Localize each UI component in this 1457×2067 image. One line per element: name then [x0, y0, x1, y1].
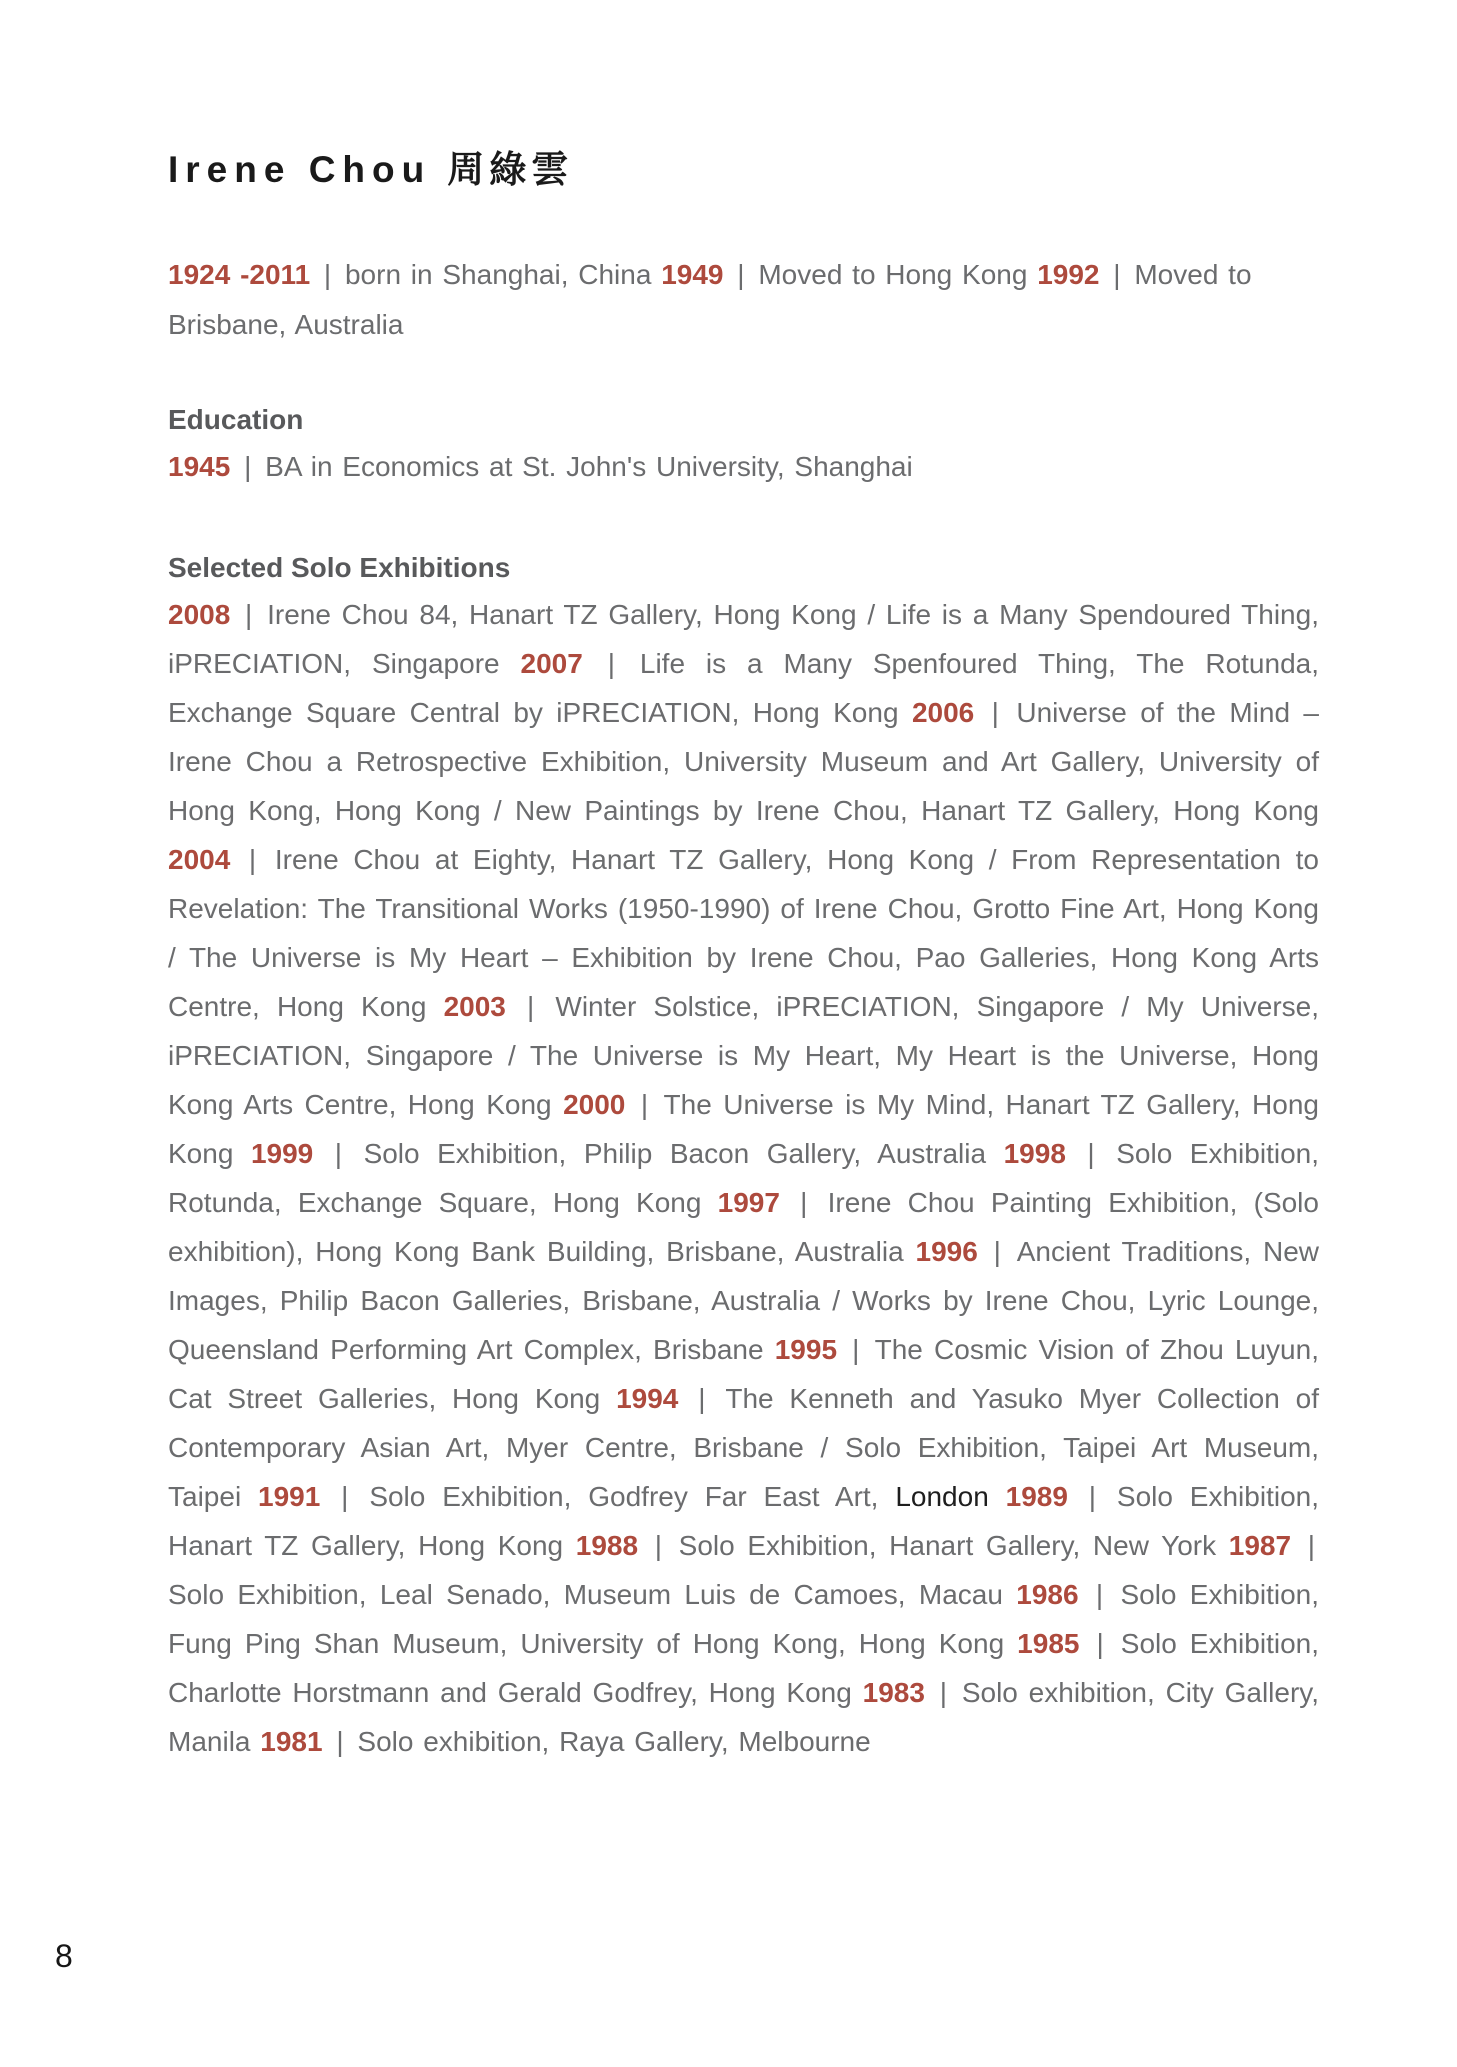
- entry-separator: |: [978, 697, 1013, 729]
- entry-year: 1991: [258, 1481, 321, 1513]
- entry-text: Solo Exhibition, Fung Ping Shan Museum, University of Hong Kong, Hong Kong: [168, 1579, 1319, 1660]
- entry-year: 1987: [1228, 1530, 1292, 1562]
- entry-separator: |: [586, 648, 636, 680]
- entry-year: 1945: [168, 451, 231, 483]
- entry-year: 2007: [520, 648, 583, 680]
- section-heading-solo-exhibitions: Selected Solo Exhibitions: [168, 552, 511, 584]
- entry-text: Solo Exhibition, Leal Senado, Museum Luis de Camoes, Macau: [168, 1579, 1003, 1611]
- entry-separator: |: [1103, 259, 1131, 291]
- entry-text: Ancient Traditions, New Images, Philip Bacon Galleries, Brisbane, Australia / Works by Irene Chou, Lyric Lounge, Queensland Performing Art Complex, Brisbane: [168, 1236, 1319, 1366]
- entry-separator: |: [928, 1677, 958, 1709]
- entry-separator: |: [981, 1236, 1013, 1268]
- entry-year: 1997: [717, 1187, 780, 1219]
- entry-year: 2003: [443, 991, 506, 1023]
- entry-separator: |: [314, 259, 341, 291]
- entry-text: Solo exhibition, City Gallery, Manila: [168, 1677, 1319, 1758]
- entry-text: Solo Exhibition, Rotunda, Exchange Square, Hong Kong: [168, 1138, 1319, 1219]
- entry-text-dark: London: [895, 1481, 989, 1513]
- entry-text: Irene Chou 84, Hanart TZ Gallery, Hong Kong / Life is a Many Spendoured Thing, iPRECIATION, Singapore: [168, 599, 1319, 680]
- entry-text: The Universe is My Mind, Hanart TZ Gallery, Hong Kong: [168, 1089, 1319, 1170]
- entry-separator: |: [234, 844, 271, 876]
- entry-year: 2004: [168, 844, 231, 876]
- entry-year: 1988: [575, 1530, 639, 1562]
- entry-year: 2000: [563, 1089, 626, 1121]
- entry-separator: |: [1082, 1579, 1117, 1611]
- education-entries: [168, 442, 1319, 492]
- entry-year: 1992: [1037, 259, 1100, 291]
- entry-separator: |: [1069, 1138, 1113, 1170]
- entry-separator: |: [324, 1481, 366, 1513]
- entry-text: Universe of the Mind – Irene Chou a Retrospective Exhibition, University Museum and Art Gallery, University of Hong Kong, Hong Kong / New Paintings by Irene Chou, Hanart TZ Gallery, Hong Kong: [168, 697, 1320, 827]
- entry-year: 1949: [661, 259, 724, 291]
- entry-year: 1983: [862, 1677, 925, 1709]
- entry-separator: |: [783, 1187, 824, 1219]
- entry-year: 1995: [774, 1334, 838, 1366]
- entry-year: 2006: [911, 697, 975, 729]
- entry-separator: |: [1295, 1530, 1315, 1562]
- entry-text: Life is a Many Spenfoured Thing, The Rotunda, Exchange Square Central by iPRECIATION, Hong Kong: [168, 648, 1320, 729]
- entry-text: Solo Exhibition, Godfrey Far East Art,: [369, 1481, 879, 1513]
- entry-separator: |: [509, 991, 552, 1023]
- entry-text: Solo Exhibition, Hanart Gallery, New York: [678, 1530, 1217, 1562]
- entry-year: 1996: [915, 1236, 978, 1268]
- page-title: [168, 148, 1319, 192]
- entry-year: 1986: [1016, 1579, 1079, 1611]
- entry-year: 1985: [1017, 1628, 1080, 1660]
- entry-text: Moved to Hong Kong: [758, 259, 1028, 291]
- entry-separator: |: [629, 1089, 660, 1121]
- artist-name-chinese: 周綠雲: [447, 149, 574, 190]
- entry-separator: |: [1083, 1628, 1117, 1660]
- section-heading-education: Education: [168, 404, 304, 436]
- entry-separator: |: [234, 599, 264, 631]
- entry-text: Moved to Brisbane, Australia: [168, 259, 1252, 341]
- solo-exhibitions-entries: [168, 590, 1319, 1766]
- entry-year: 1989: [1005, 1481, 1068, 1513]
- entry-year: 1998: [1003, 1138, 1066, 1170]
- entry-year: 2008: [168, 599, 231, 631]
- entry-text: Solo exhibition, Raya Gallery, Melbourne: [357, 1726, 871, 1758]
- entry-text: The Cosmic Vision of Zhou Luyun, Cat Street Galleries, Hong Kong: [168, 1334, 1319, 1415]
- entry-text: Solo Exhibition, Hanart TZ Gallery, Hong Kong: [168, 1481, 1319, 1562]
- entry-text: born in Shanghai, China: [344, 259, 652, 291]
- entry-separator: |: [234, 451, 262, 483]
- entry-year: 1994: [616, 1383, 679, 1415]
- entry-separator: |: [326, 1726, 354, 1758]
- entry-year: 1981: [260, 1726, 323, 1758]
- entry-separator: |: [1071, 1481, 1113, 1513]
- entry-separator: |: [727, 259, 755, 291]
- entry-separator: |: [841, 1334, 871, 1366]
- entry-text: The Kenneth and Yasuko Myer Collection of Contemporary Asian Art, Myer Centre, Brisbane / Solo Exhibition, Taipei Art Museum, Taipei: [168, 1383, 1320, 1513]
- entry-text: BA in Economics at St. John's University, Shanghai: [265, 451, 913, 483]
- entry-text: Winter Solstice, iPRECIATION, Singapore / My Universe, iPRECIATION, Singapore / The Universe is My Heart, My Heart is the Universe, Hong Kong Arts Centre, Hong Kong: [168, 991, 1319, 1121]
- entry-year: 1924 -2011: [168, 259, 311, 291]
- entry-separator: |: [642, 1530, 675, 1562]
- page-number: 8: [55, 1938, 73, 1974]
- entry-year: 1999: [250, 1138, 314, 1170]
- artist-name-english: Irene Chou: [168, 149, 432, 190]
- entry-text: Solo Exhibition, Philip Bacon Gallery, Australia: [363, 1138, 987, 1170]
- entry-text: Irene Chou Painting Exhibition, (Solo exhibition), Hong Kong Bank Building, Brisbane, Australia: [168, 1187, 1319, 1268]
- entry-separator: |: [682, 1383, 722, 1415]
- entry-text: Solo Exhibition, Charlotte Horstmann and Gerald Godfrey, Hong Kong: [168, 1628, 1319, 1709]
- bio-line: [168, 250, 1319, 350]
- entry-separator: |: [317, 1138, 360, 1170]
- entry-text: Irene Chou at Eighty, Hanart TZ Gallery, Hong Kong / From Representation to Revelation: The Transitional Works (1950-1990) of Irene Chou, Grotto Fine Art, Hong Kong / The Universe is My Heart – Exhibition by Irene Chou, Pao Galleries, Hong Kong Arts Centre, Hong Kong: [168, 844, 1319, 1023]
